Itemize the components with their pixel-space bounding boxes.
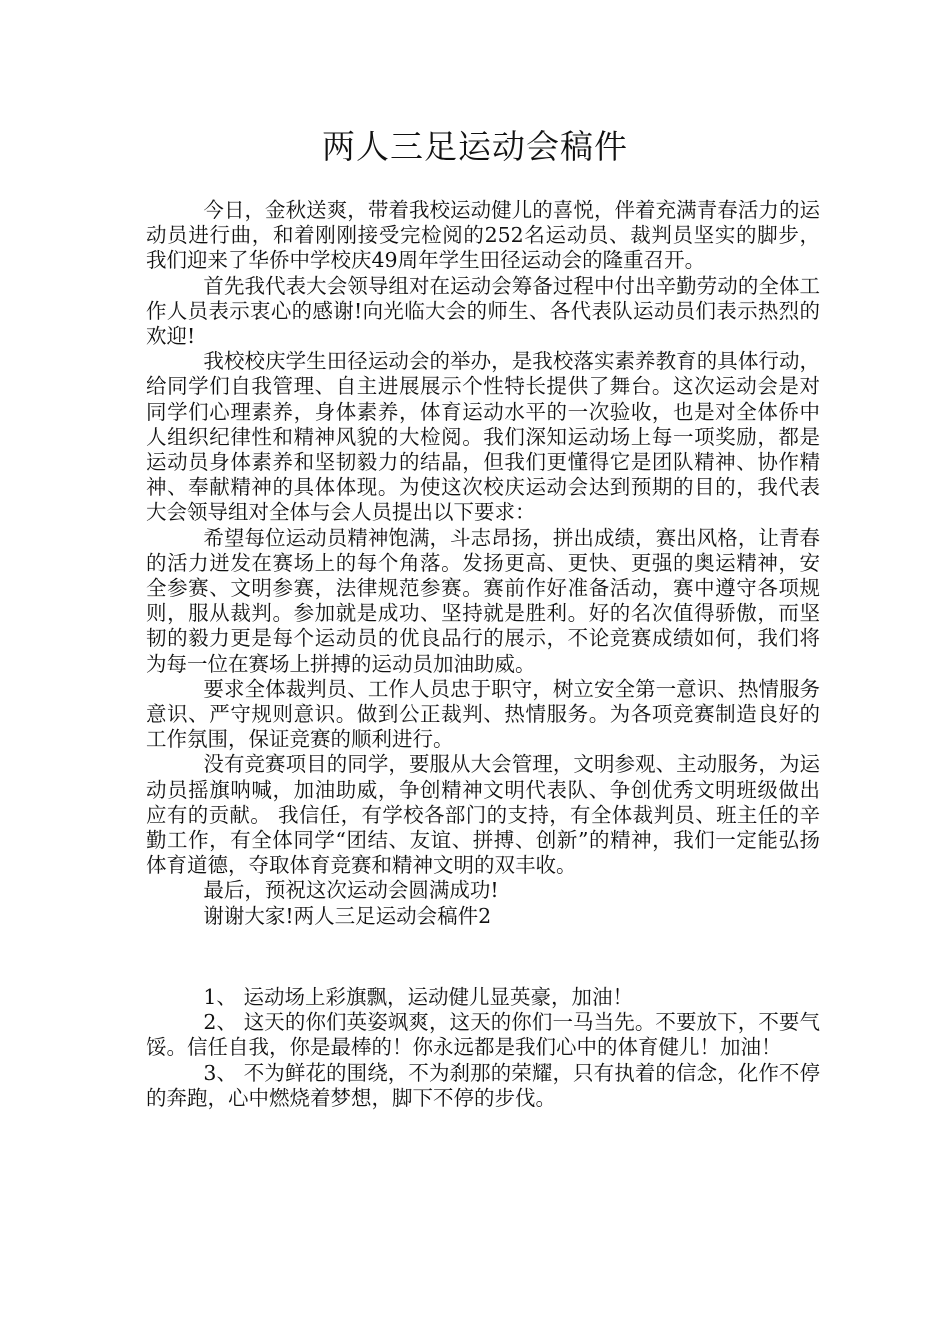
paragraph-referees: 要求全体裁判员、工作人员忠于职守，树立安全第一意识、热情服务意识、严守规则意识。做到公正裁判、热情服务。为各项竞赛制造良好的工作氛围，保证竞赛的顺利进行。 <box>146 676 820 752</box>
paragraph-thanks: 首先我代表大会领导组对在运动会筹备过程中付出辛勤劳动的全体工作人员表示衷心的感谢!向光临大会的师生、各代表队运动员们表示热烈的欢迎! <box>146 273 820 349</box>
paragraph-closing: 谢谢大家!两人三足运动会稿件2 <box>203 903 492 928</box>
paragraph-wishes: 最后，预祝这次运动会圆满成功! <box>203 878 499 903</box>
document-title: 两人三足运动会稿件 <box>322 127 628 166</box>
document-body <box>146 198 820 1111</box>
paragraph-athletes: 希望每位运动员精神饱满，斗志昂扬，拼出成绩，赛出风格，让青春的活力迸发在赛场上的每个角落。发扬更高、更快、更强的奥运精神，安全参赛、文明参赛，法律规范参赛。赛前作好准备活动，赛中遵守各项规则，服从裁判。参加就是成功、坚持就是胜利。好的名次值得骄傲，而坚韧的毅力更是每个运动员的优良品行的展示，不论竞赛成绩如何，我们将为每一位在赛场上拼搏的运动员加油助威。 <box>146 525 820 676</box>
paragraph-students: 没有竞赛项目的同学，要服从大会管理，文明参观、主动服务，为运动员摇旗呐喊，加油助威，争创精神文明代表队、争创优秀文明班级做出应有的贡献。 我信任，有学校各部门的支持，有全体裁判员、班主任的辛勤工作，有全体同学“团结、友谊、拼搏、创新”的精神，我们一定能弘扬体育道德，夺取体育竞赛和精神文明的双丰收。 <box>146 752 820 878</box>
paragraph-opening: 今日，金秋送爽，带着我校运动健儿的喜悦，伴着充满青春活力的运动员进行曲，和着刚刚接受完检阅的252名运动员、裁判员坚实的脚步，我们迎来了华侨中学校庆49周年学生田径运动会的隆重召开。 <box>146 198 820 273</box>
slogan-item: 1、 运动场上彩旗飘，运动健儿显英豪，加油！ <box>203 984 633 1009</box>
section-gap <box>146 929 820 985</box>
paragraph-purpose: 我校校庆学生田径运动会的举办，是我校落实素养教育的具体行动，给同学们自我管理、自主进展展示个性特长提供了舞台。这次运动会是对同学们心理素养，身体素养，体育运动水平的一次验收，也是对全体侨中人组织纪律性和精神风貌的大检阅。我们深知运动场上每一项奖励，都是运动员身体素养和坚韧毅力的结晶，但我们更懂得它是团队精神、协作精神、奉献精神的具体体现。为使这次校庆运动会达到预期的目的，我代表大会领导组对全体与会人员提出以下要求： <box>146 349 820 525</box>
slogan-item: 2、 这天的你们英姿飒爽，这天的你们一马当先。不要放下，不要气馁。信任自我，你是最棒的！你永远都是我们心中的体育健儿！加油！ <box>146 1010 820 1060</box>
slogan-item: 3、 不为鲜花的围绕，不为刹那的荣耀，只有执着的信念，化作不停的奔跑，心中燃烧着梦想，脚下不停的步伐。 <box>146 1060 820 1110</box>
